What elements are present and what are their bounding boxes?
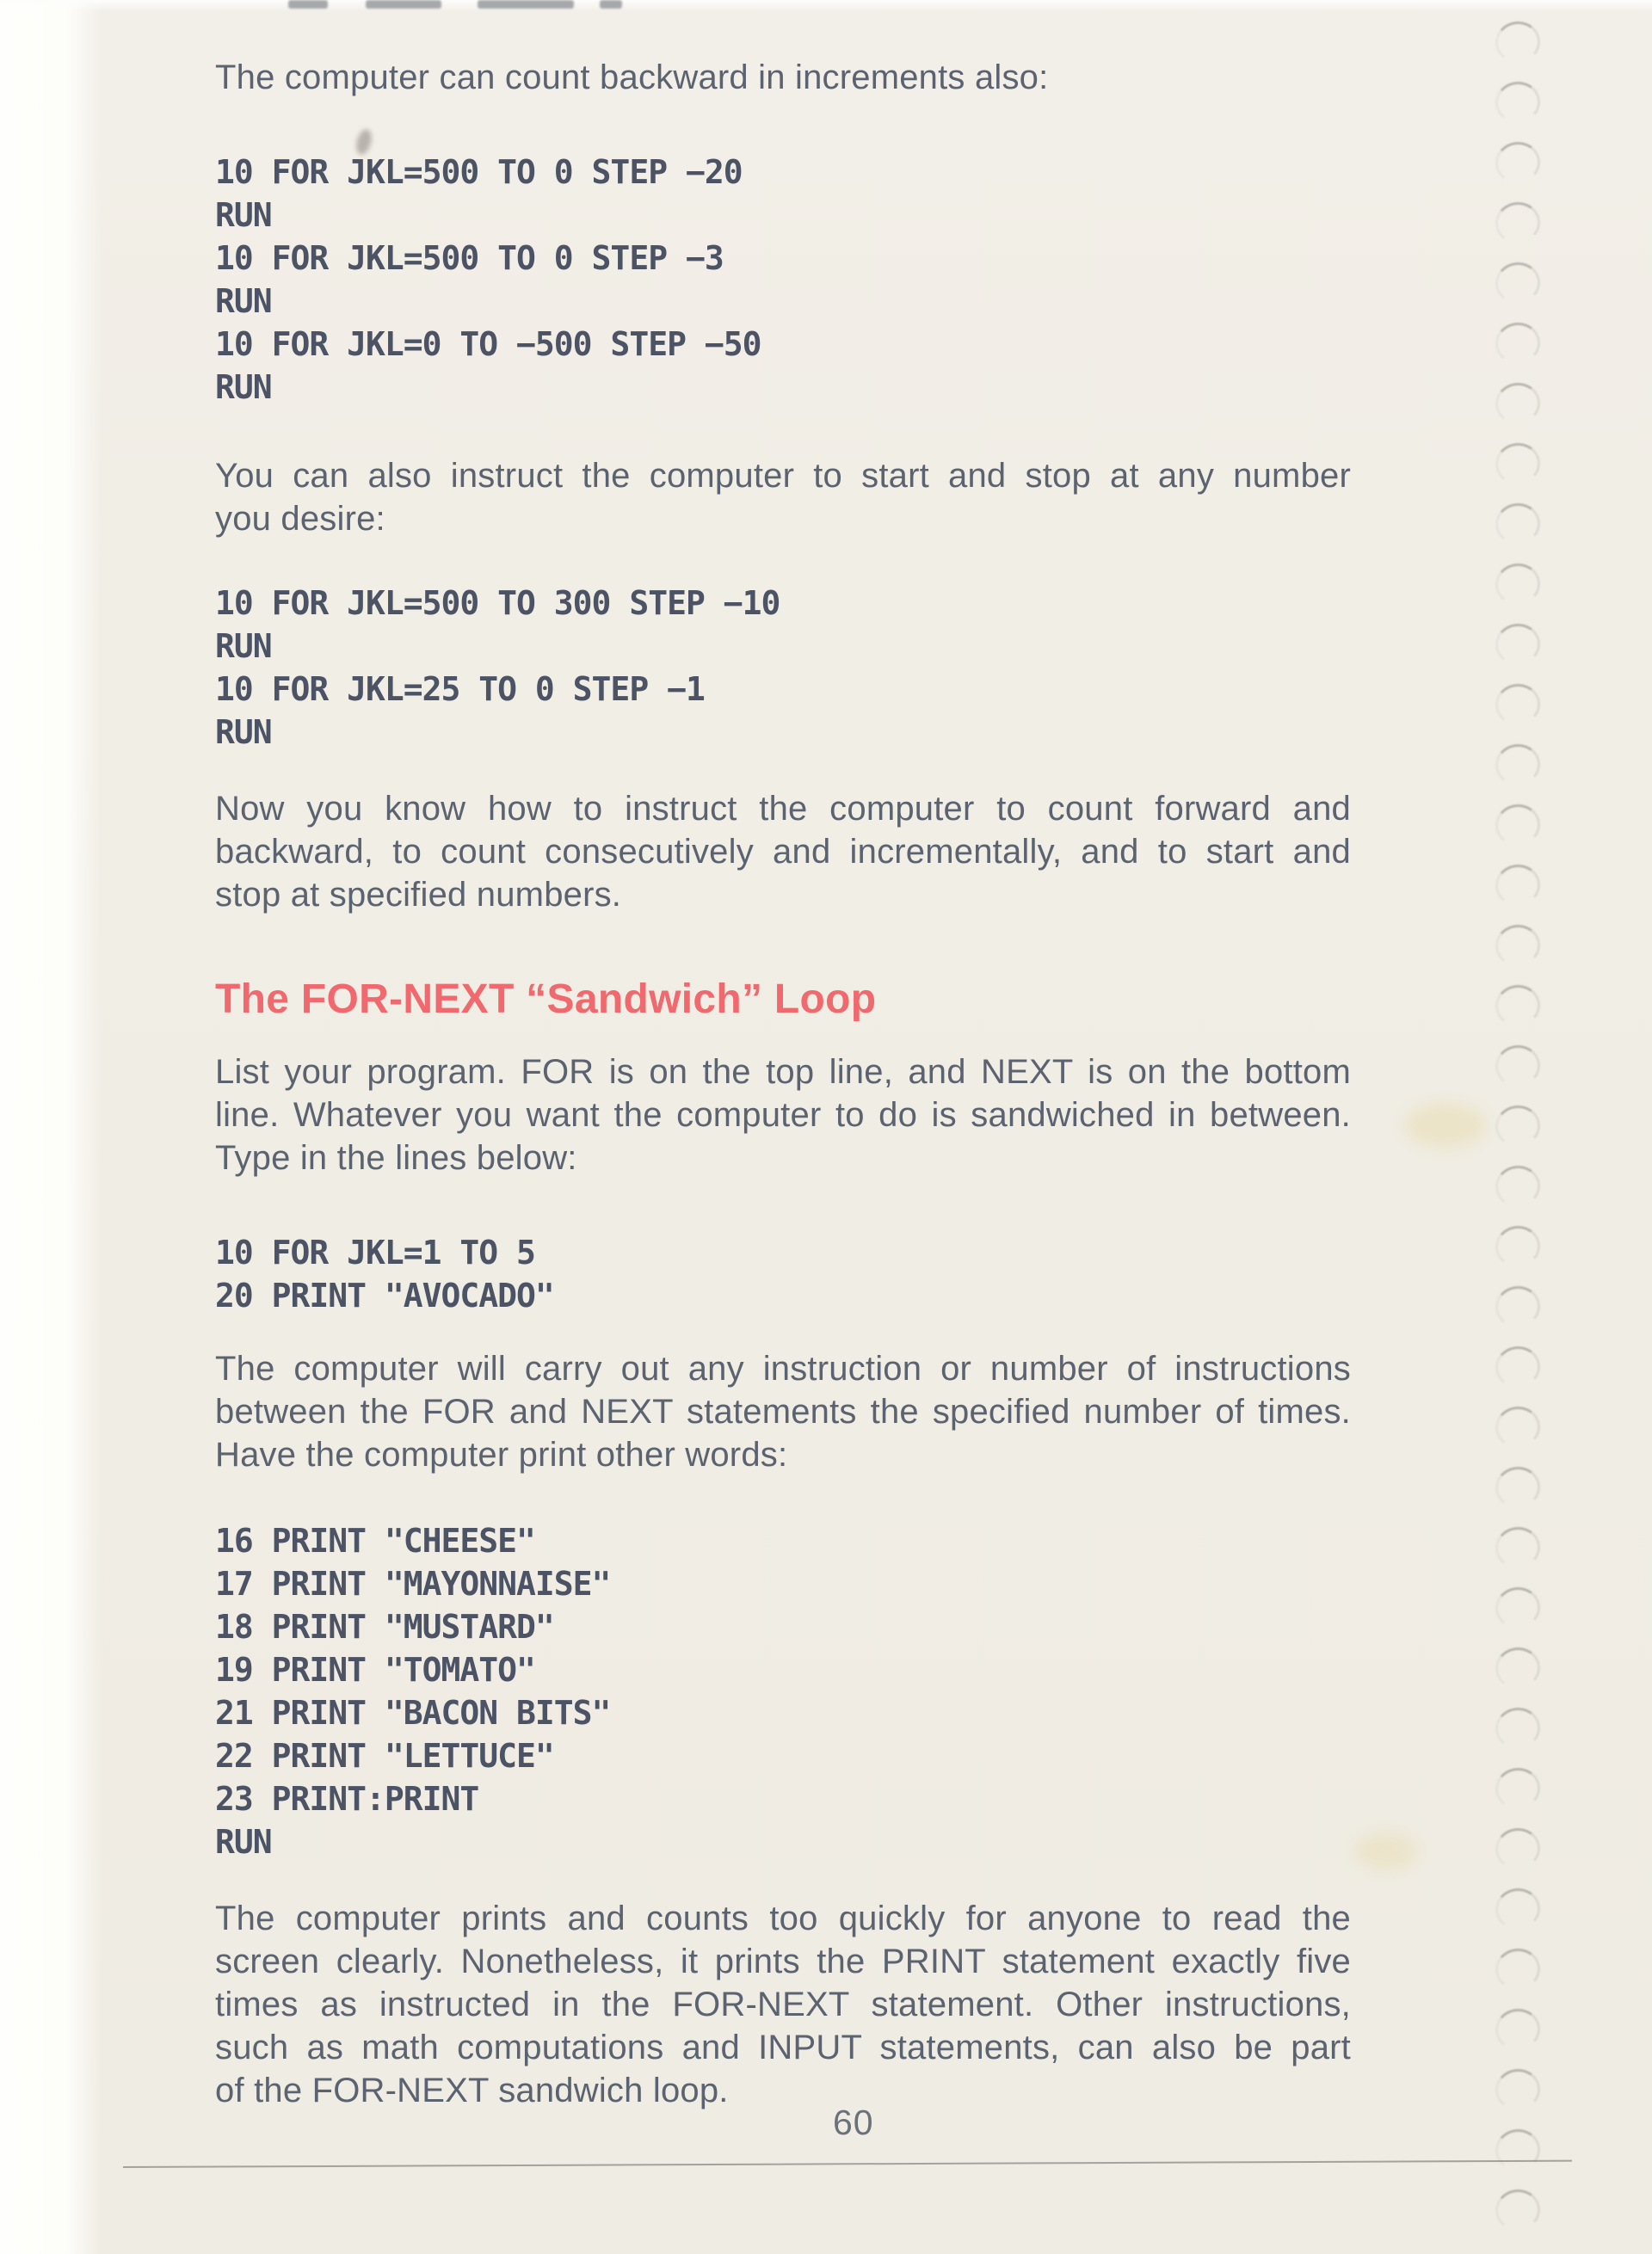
binding-ring (1494, 742, 1543, 787)
top-edge-artifact (366, 0, 441, 9)
top-edge-artifact (478, 0, 574, 9)
paragraph-line: Type in the lines below: (215, 1139, 577, 1177)
paragraph-line: of the FOR-NEXT sandwich loop. (215, 2072, 729, 2109)
code-line: 10 FOR JKL=25 TO 0 STEP −1 (215, 670, 705, 708)
paragraph-line: List your program. FOR is on the top line, and NEXT is on the bottom (215, 1053, 1351, 1091)
binding-ring (1494, 982, 1543, 1028)
paragraph-carry-out (215, 1347, 1351, 1476)
binding-ring (1494, 79, 1543, 125)
binding-ring (1494, 1886, 1543, 1931)
binding-ring (1494, 1223, 1543, 1269)
paragraph-line: The computer will carry out any instruction or number of instructions (215, 1350, 1351, 1388)
binding-ring (1494, 1344, 1543, 1389)
binding-ring (1494, 501, 1543, 546)
paragraph-line: stop at specified numbers. (215, 876, 622, 914)
code-line: 10 FOR JKL=0 TO −500 STEP −50 (215, 325, 761, 363)
paragraph-line: such as math computations and INPUT statements, can also be part (215, 2029, 1351, 2066)
stain-mark (1404, 1103, 1487, 1148)
paragraph-line: The computer prints and counts too quickly for anyone to read the (215, 1900, 1351, 1937)
paragraph-line: screen clearly. Nonetheless, it prints the PRINT statement exactly five (215, 1943, 1351, 1980)
code-block-backward (215, 151, 1351, 409)
binding-ring (1494, 621, 1543, 667)
paragraph-line: between the FOR and NEXT statements the specified number of times. (215, 1393, 1351, 1431)
binding-ring (1494, 320, 1543, 366)
code-line: 19 PRINT "TOMATO" (215, 1651, 535, 1689)
binding-ring (1494, 1103, 1543, 1149)
paragraph-list-program (215, 1050, 1351, 1179)
code-line: RUN (215, 196, 272, 234)
code-line: RUN (215, 282, 272, 320)
footer-rule (123, 2160, 1572, 2168)
binding-ring (1494, 139, 1543, 185)
paragraph-line: Now you know how to instruct the computer to count forward and (215, 790, 1351, 828)
scan-left-margin (0, 0, 102, 2254)
binding-ring (1494, 802, 1543, 847)
binding-ring (1494, 1826, 1543, 1871)
binding-ring (1494, 260, 1543, 305)
binding-ring (1494, 1163, 1543, 1209)
binding-ring (1494, 1404, 1543, 1450)
scan-top-margin (0, 0, 1652, 12)
top-edge-artifact (600, 0, 622, 9)
paragraph-line: times as instructed in the FOR-NEXT statement. Other instructions, (215, 1986, 1351, 2023)
binding-ring (1494, 1765, 1543, 1811)
binding-ring (1494, 1705, 1543, 1751)
binding-ring (1494, 2066, 1543, 2112)
binding-ring (1494, 1043, 1543, 1088)
page-number: 60 (833, 2103, 874, 2142)
code-line: 10 FOR JKL=500 TO 0 STEP −20 (215, 153, 743, 191)
paragraph-line: backward, to count consecutively and incrementally, and to start and (215, 833, 1351, 871)
binding-ring (1494, 1946, 1543, 1992)
binding-ring (1494, 922, 1543, 968)
code-line: 23 PRINT:PRINT (215, 1780, 479, 1818)
binding-ring (1494, 2006, 1543, 2052)
code-line: 22 PRINT "LETTUCE" (215, 1737, 554, 1775)
code-line: RUN (215, 368, 272, 406)
code-block-start-stop (215, 582, 1351, 754)
binding-ring (1494, 440, 1543, 486)
code-line: RUN (215, 627, 272, 665)
binding-ring (1494, 2127, 1543, 2172)
binding-ring (1494, 862, 1543, 908)
binding-ring (1494, 1524, 1543, 1570)
paragraph-too-quickly (215, 1897, 1351, 2112)
section-heading: The FOR-NEXT “Sandwich” Loop (215, 976, 877, 1022)
top-edge-artifact (288, 0, 328, 9)
section-heading-wrap (215, 976, 1351, 1024)
code-block-sandwich (215, 1231, 1351, 1317)
binding-ring (1494, 200, 1543, 245)
binding-ring (1494, 2187, 1543, 2232)
code-line: 10 FOR JKL=1 TO 5 (215, 1234, 535, 1272)
binding-ring-strip (1495, 0, 1547, 2254)
binding-ring (1494, 1464, 1543, 1510)
binding-ring (1494, 1585, 1543, 1630)
code-line: 17 PRINT "MAYONNAISE" (215, 1565, 611, 1603)
binding-ring (1494, 561, 1543, 607)
code-line: 20 PRINT "AVOCADO" (215, 1277, 554, 1315)
paragraph-line: you desire: (215, 500, 385, 538)
code-line: RUN (215, 1823, 272, 1861)
code-line: 16 PRINT "CHEESE" (215, 1522, 535, 1560)
paragraph-line: line. Whatever you want the computer to do is sandwiched in between. (215, 1096, 1351, 1134)
paragraph-summary (215, 787, 1351, 916)
binding-ring (1494, 19, 1543, 65)
binding-ring (1494, 1284, 1543, 1329)
paragraph-start-stop (215, 454, 1351, 540)
binding-ring (1494, 1645, 1543, 1690)
stain-mark (1354, 1832, 1418, 1870)
code-line: 10 FOR JKL=500 TO 300 STEP −10 (215, 584, 780, 622)
binding-ring (1494, 681, 1543, 727)
paragraph-intro (215, 56, 1351, 99)
code-line: 18 PRINT "MUSTARD" (215, 1608, 554, 1646)
paragraph-line: The computer can count backward in increments also: (215, 59, 1049, 96)
binding-ring (1494, 380, 1543, 426)
code-line: 21 PRINT "BACON BITS" (215, 1694, 611, 1732)
code-line: 10 FOR JKL=500 TO 0 STEP −3 (215, 239, 724, 277)
paragraph-line: You can also instruct the computer to start and stop at any number (215, 457, 1351, 495)
code-block-print-words (215, 1519, 1351, 1863)
code-line: RUN (215, 713, 272, 751)
paragraph-line: Have the computer print other words: (215, 1436, 788, 1474)
